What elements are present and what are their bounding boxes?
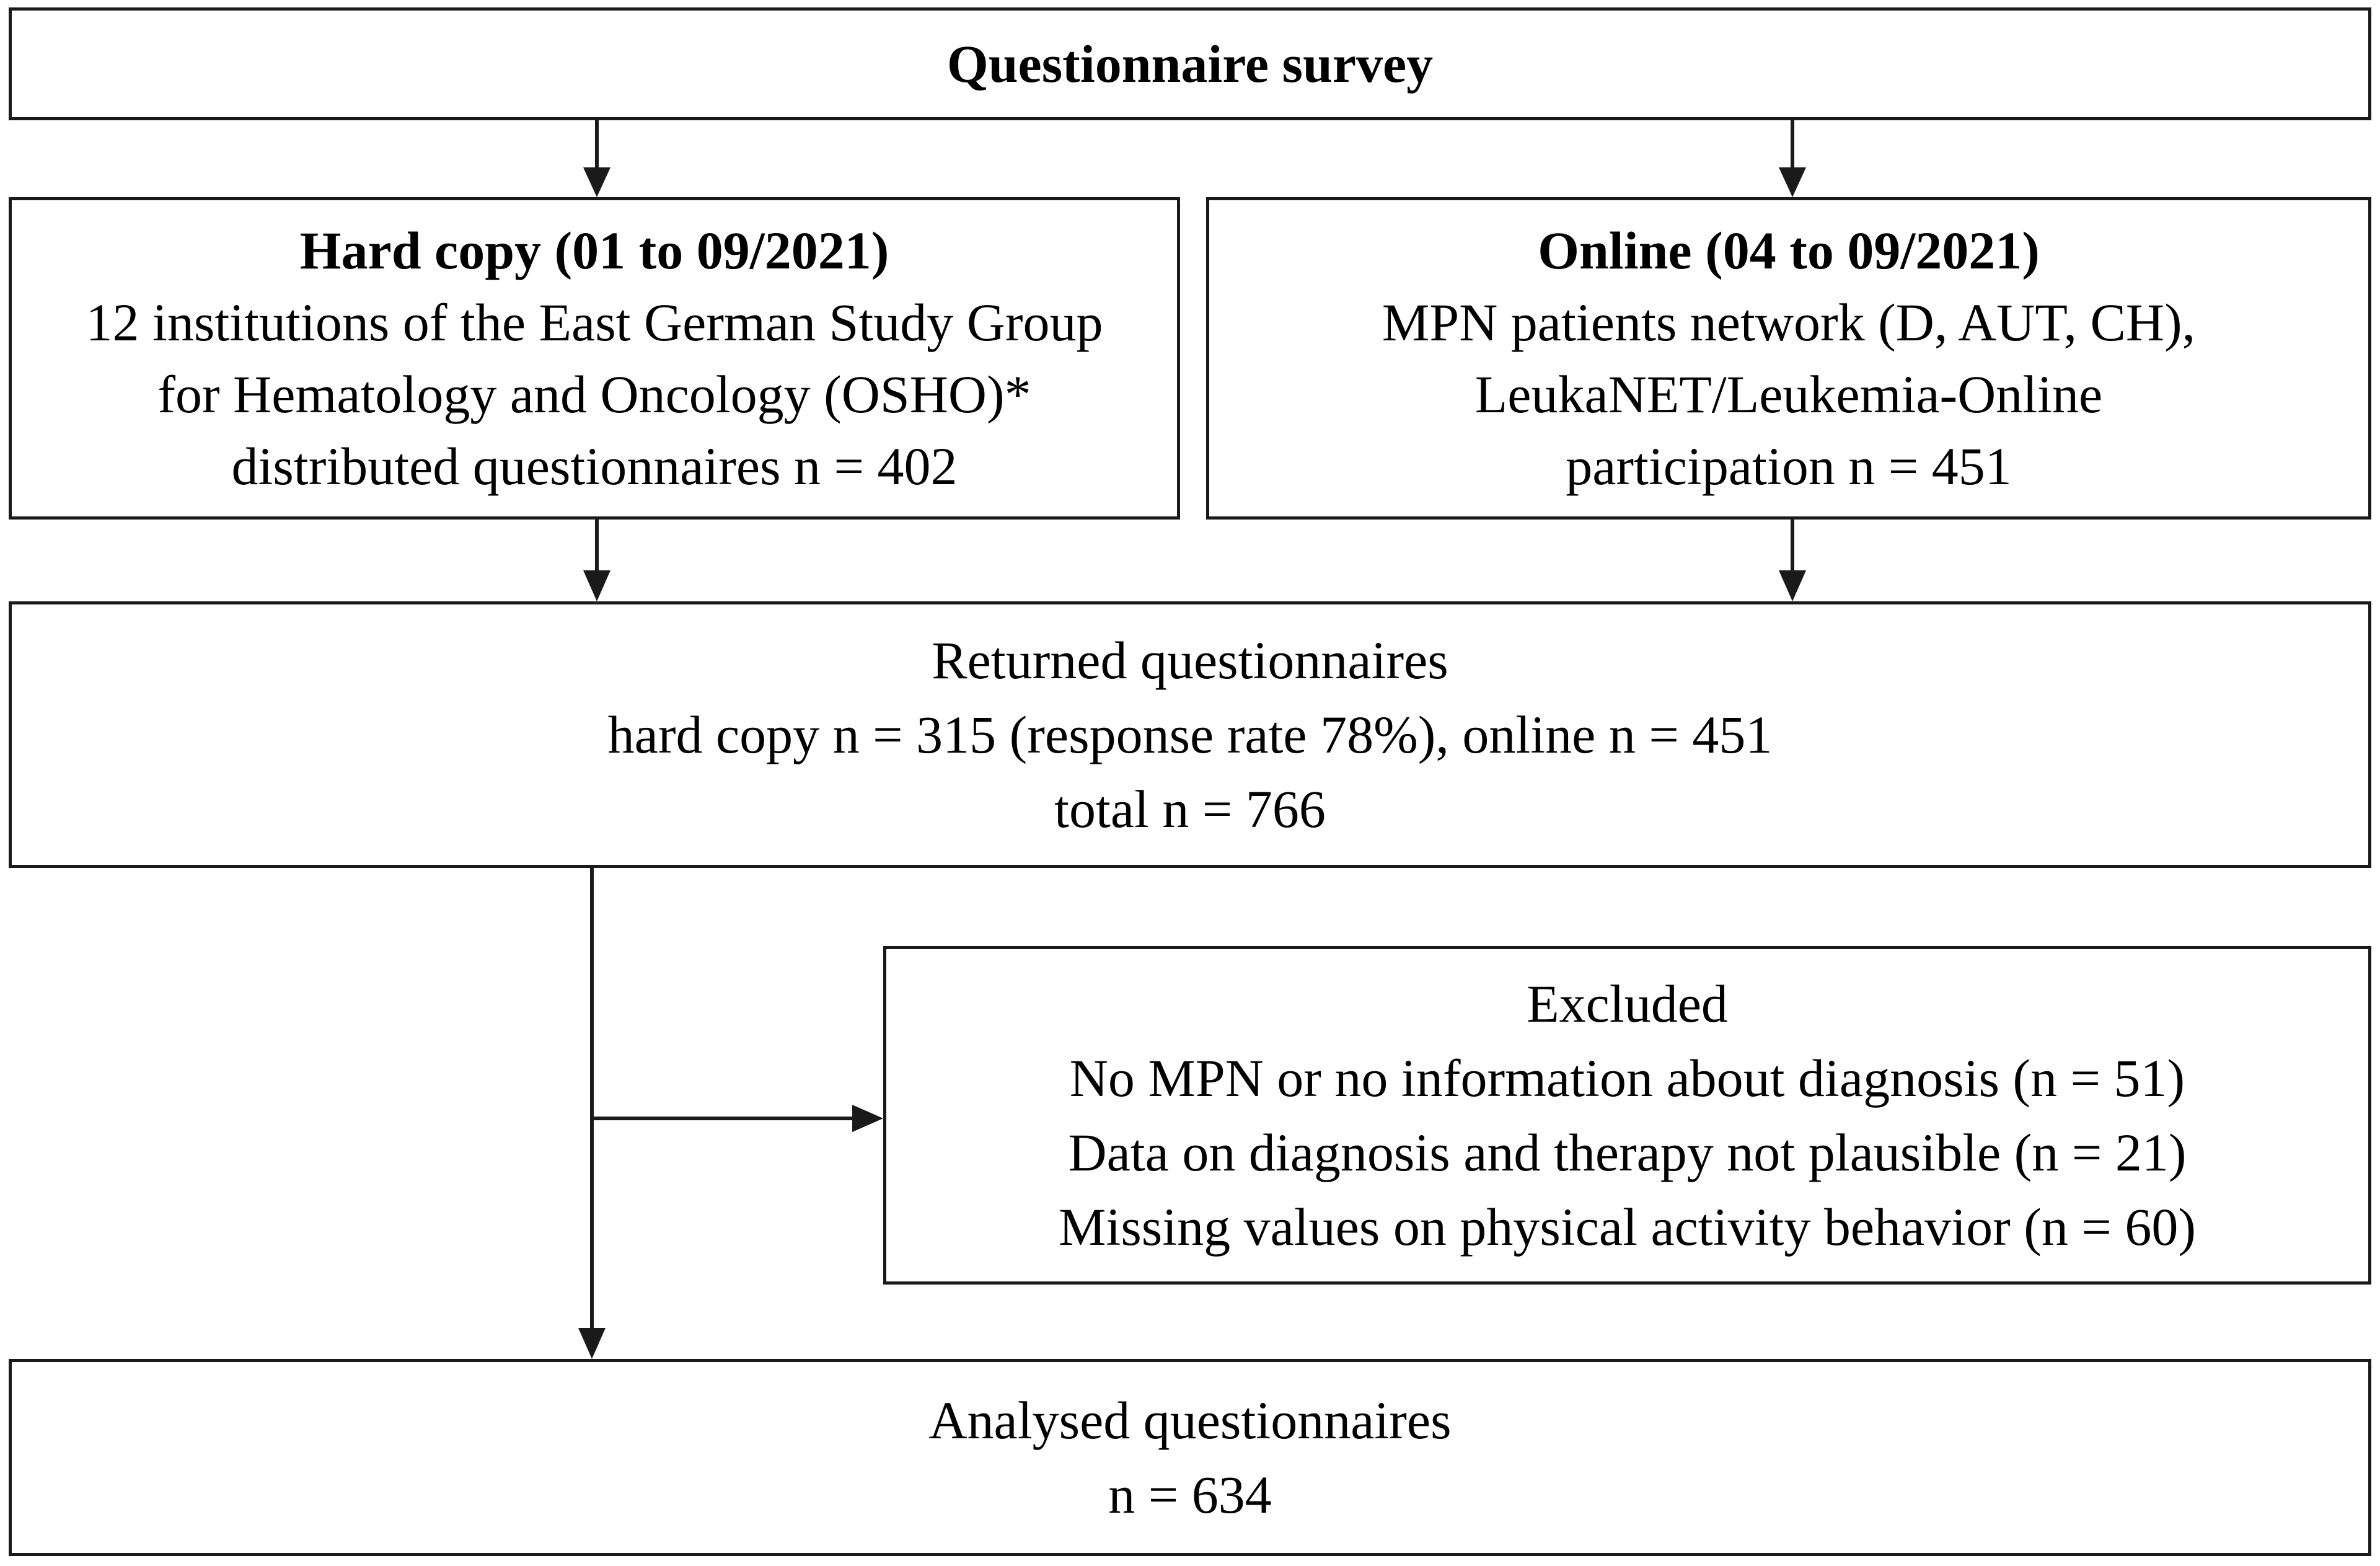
online-title: Online (04 to 09/2021): [1538, 221, 2040, 280]
hard-copy-line: distributed questionnaires n = 402: [231, 436, 958, 496]
excluded-box: [883, 946, 2371, 1285]
arrowhead-analysed-icon: [578, 1328, 606, 1359]
excluded-reason: Data on diagnosis and therapy not plausible (n = 21): [1068, 1123, 2187, 1182]
questionnaire-survey-box: [9, 7, 2371, 120]
excluded-title: Excluded: [1527, 974, 1728, 1033]
excluded-reason: Missing values on physical activity behavior (n = 60): [1058, 1197, 2197, 1257]
online-line: MPN patients network (D, AUT, CH),: [1382, 293, 2196, 352]
returned-title: Returned questionnaires: [932, 630, 1448, 690]
arrowhead-returned-right-icon: [1779, 570, 1806, 601]
arrowhead-returned-left-icon: [583, 570, 610, 601]
online-line: participation n = 451: [1566, 436, 2012, 496]
arrowhead-online-icon: [1779, 167, 1806, 197]
hard-copy-line: 12 institutions of the East German Study Group: [86, 293, 1103, 352]
survey-title: Questionnaire survey: [946, 34, 1434, 94]
hard-copy-box: [9, 197, 1180, 520]
returned-line: total n = 766: [1054, 779, 1326, 839]
arrowhead-excluded-icon: [852, 1105, 883, 1132]
arrowhead-hard-copy-icon: [583, 167, 610, 197]
analysed-line: n = 634: [1108, 1465, 1272, 1524]
online-box: [1206, 197, 2371, 520]
analysed-title: Analysed questionnaires: [928, 1391, 1452, 1450]
returned-line: hard copy n = 315 (response rate 78%), online n = 451: [607, 705, 1773, 764]
hard-copy-title: Hard copy (01 to 09/2021): [299, 221, 889, 280]
hard-copy-line: for Hematology and Oncology (OSHO)*: [157, 365, 1031, 424]
returned-questionnaires-box: [9, 601, 2371, 868]
analysed-questionnaires-box: [9, 1359, 2371, 1556]
online-line: LeukaNET/Leukemia-Online: [1474, 365, 2103, 424]
excluded-reason: No MPN or no information about diagnosis (n = 51): [1069, 1048, 2185, 1108]
